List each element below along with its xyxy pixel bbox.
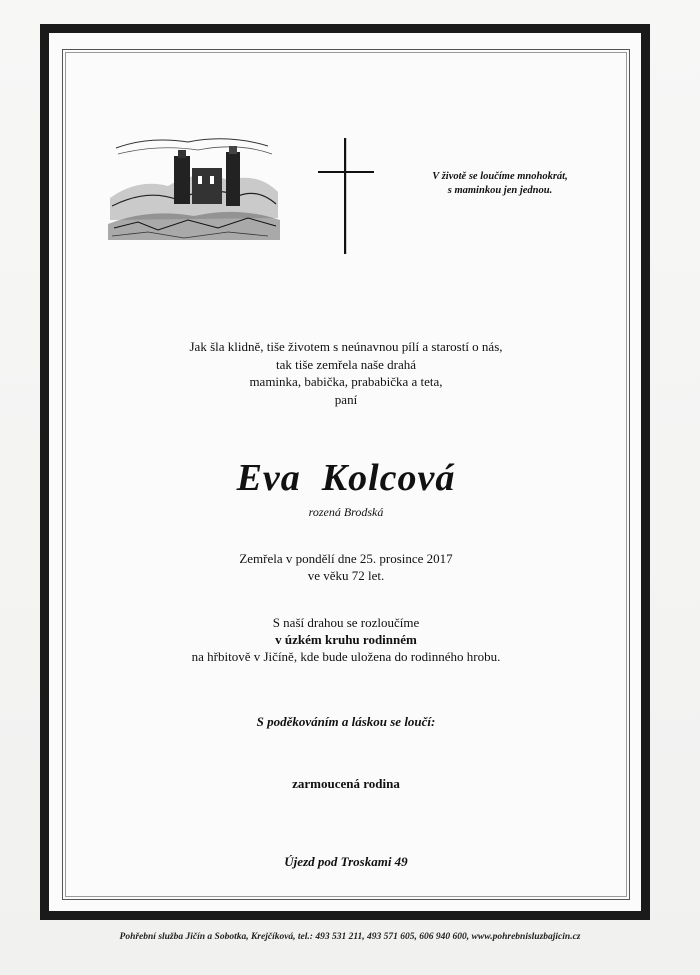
farewell-line-3: na hřbitově v Jičíně, kde bude uložena do rodinného hrobu. bbox=[191, 649, 501, 664]
farewell-line-1: S naší drahou se rozloučíme bbox=[272, 615, 420, 630]
intro-line-1: Jak šla klidně, tiše životem s neúnavnou pílí a starostí o nás, bbox=[189, 339, 503, 354]
castle-ruins-illustration bbox=[108, 128, 280, 240]
family-signature: zarmoucená rodina bbox=[292, 776, 400, 791]
motto-line-2: s maminkou jen jednou. bbox=[447, 185, 553, 196]
thanks-line: S poděkováním a láskou se loučí: bbox=[256, 714, 436, 729]
cross-icon bbox=[318, 138, 374, 254]
intro-line-2: tak tiše zemřela naše drahá bbox=[275, 356, 417, 372]
intro-verse bbox=[62, 338, 630, 408]
motto bbox=[410, 170, 590, 198]
maiden-name: rozená Brodská bbox=[308, 505, 384, 519]
motto-line-1: V životě se loučíme mnohokrát, bbox=[432, 171, 568, 182]
death-age: ve věku 72 let. bbox=[307, 568, 385, 583]
deceased-name: Eva Kolcová bbox=[236, 457, 456, 499]
intro-line-4: paní bbox=[334, 391, 358, 407]
farewell-line-2: v úzkém kruhu rodinném bbox=[275, 632, 417, 647]
death-info bbox=[62, 550, 630, 584]
farewell-info bbox=[62, 614, 630, 665]
family-address: Újezd pod Troskami 49 bbox=[284, 854, 408, 869]
intro-line-3: maminka, babička, prababička a teta, bbox=[249, 374, 443, 389]
death-date: Zemřela v pondělí dne 25. prosince 2017 bbox=[239, 551, 453, 566]
funeral-service-footer: Pohřební služba Jičín a Sobotka, Krejčíková, tel.: 493 531 211, 493 571 605, 606 940 600, www.pohrebnisluzbajicin.cz bbox=[119, 932, 581, 942]
